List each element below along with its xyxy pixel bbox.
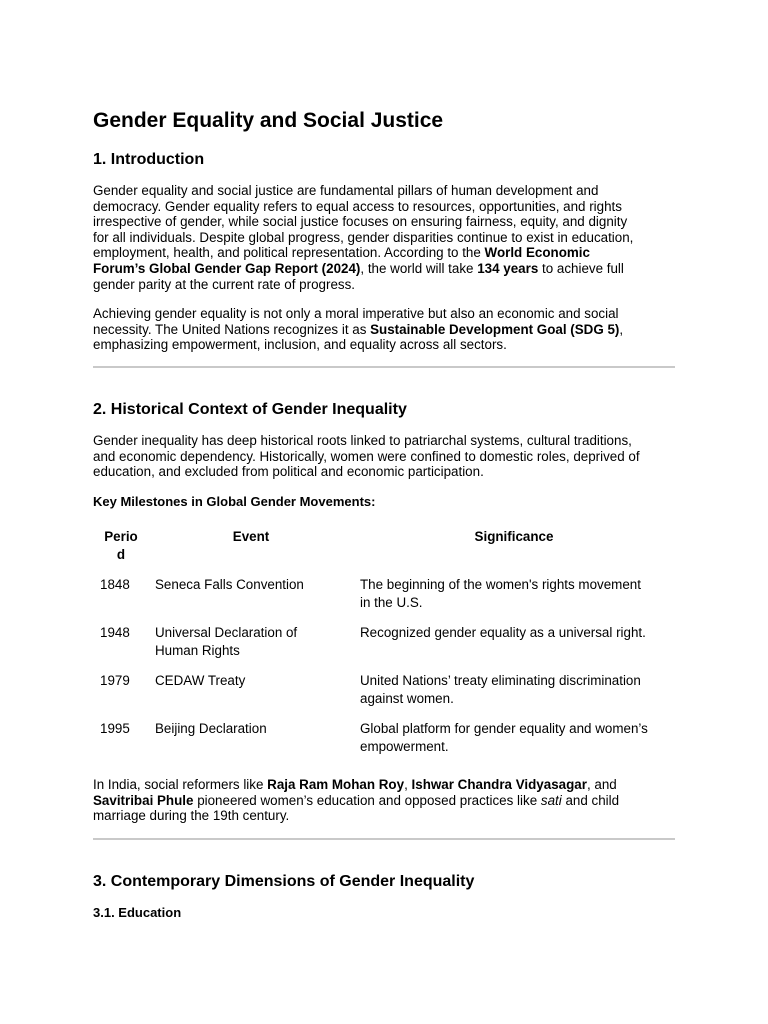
table-cell-significance (360, 720, 648, 755)
column-header-event (149, 528, 353, 546)
subsection-heading-education: 3.1. Education (93, 905, 182, 920)
text-line (93, 793, 675, 809)
table-cell-event (155, 624, 297, 659)
text-run: to achieve full (538, 260, 624, 276)
table-cell-significance (360, 576, 641, 611)
bold-text: Ishwar Chandra Vidyasagar (411, 777, 587, 792)
bold-text: 134 years (477, 260, 539, 276)
table-cell-event (155, 672, 245, 690)
text-line: for all individuals. Despite global progress, gender disparities continue to exist in education, (93, 229, 634, 245)
text-line: Achieving gender equality is not only a moral imperative but also an economic and social (93, 306, 619, 321)
text-run: , the world will take (360, 260, 478, 276)
cell-text: Recognized gender equality as a universal right. (360, 625, 646, 640)
text-line: Gender inequality has deep historical roots linked to patriarchal systems, cultural traditions, (93, 433, 632, 448)
table-cell-period: 1979 (100, 673, 130, 688)
text-run: , (619, 321, 624, 337)
bold-text: Forum’s Global Gender Gap Report (2024) (93, 260, 361, 276)
document-title: Gender Equality and Social Justice (93, 109, 444, 132)
text-line: education, and excluded from political and economic participation. (93, 464, 484, 480)
cell-text: Global platform for gender equality and women’s (360, 721, 648, 736)
cell-text: Beijing Declaration (155, 721, 267, 736)
header-text: d (116, 546, 126, 562)
column-header-period (93, 528, 149, 563)
table-cell-period: 1995 (100, 721, 130, 736)
section-divider (93, 366, 675, 368)
header-text: Event (232, 529, 270, 544)
text-run: , and (586, 777, 617, 792)
text-line: and economic dependency. Historically, women were confined to domestic roles, deprived of (93, 448, 640, 464)
cell-text: CEDAW Treaty (155, 673, 246, 688)
historical-paragraph-2 (93, 777, 675, 824)
cell-text: Human Rights (155, 642, 240, 658)
introduction-paragraph-1 (93, 183, 675, 292)
text-line (93, 261, 675, 277)
milestones-heading: Key Milestones in Global Gender Movements: (93, 494, 376, 509)
table-cell-significance (360, 672, 641, 707)
section-divider (93, 838, 675, 840)
section-heading-historical-context: 2. Historical Context of Gender Inequality (93, 401, 407, 418)
cell-text: United Nations’ treaty eliminating discrimination (360, 673, 641, 688)
cell-text: The beginning of the women's rights movement (360, 577, 641, 592)
text-line: emphasizing empowerment, inclusion, and equality across all sectors. (93, 337, 507, 353)
text-line (93, 777, 675, 793)
text-line: gender parity at the current rate of progress. (93, 276, 356, 292)
cell-text: against women. (360, 690, 454, 706)
text-run: , (404, 777, 412, 792)
column-header-significance (360, 528, 668, 546)
table-cell-period: 1948 (100, 625, 130, 640)
text-run: employment, health, and political representation. According to the (93, 245, 485, 261)
header-text: Significance (474, 529, 554, 544)
cell-text: in the U.S. (360, 594, 423, 610)
italic-text: sati (540, 792, 562, 808)
text-line: democracy. Gender equality refers to equal access to resources, opportunities, and rights (93, 198, 622, 214)
table-cell-significance (360, 624, 646, 642)
introduction-paragraph-2 (93, 306, 675, 353)
text-run: necessity. The United Nations recognizes it as (93, 321, 371, 337)
table-cell-event (155, 720, 267, 738)
cell-text: Universal Declaration of (155, 625, 298, 640)
text-line: Gender equality and social justice are fundamental pillars of human development and (93, 183, 599, 198)
section-heading-contemporary-dimensions: 3. Contemporary Dimensions of Gender Inequality (93, 873, 475, 890)
bold-text: World Economic (484, 245, 590, 261)
text-run: and child (561, 792, 620, 808)
historical-paragraph-1 (93, 433, 675, 480)
bold-text: Sustainable Development Goal (SDG 5) (370, 321, 620, 337)
text-line: irrespective of gender, while social justice focuses on ensuring fairness, equity, and dignity (93, 214, 628, 230)
text-run: In India, social reformers like (93, 777, 268, 792)
bold-text: Savitribai Phule (93, 792, 194, 808)
section-heading-introduction: 1. Introduction (93, 151, 205, 168)
text-run: pioneered women’s education and opposed practices like (193, 792, 541, 808)
cell-text: Seneca Falls Convention (155, 577, 304, 592)
table-cell-event (155, 576, 304, 594)
table-cell-period: 1848 (100, 577, 130, 592)
cell-text: empowerment. (360, 738, 449, 754)
bold-text: Raja Ram Mohan Roy (267, 777, 405, 792)
text-line (93, 245, 675, 261)
header-text: Perio (104, 529, 138, 544)
text-line (93, 322, 675, 338)
text-line: marriage during the 19th century. (93, 808, 290, 824)
